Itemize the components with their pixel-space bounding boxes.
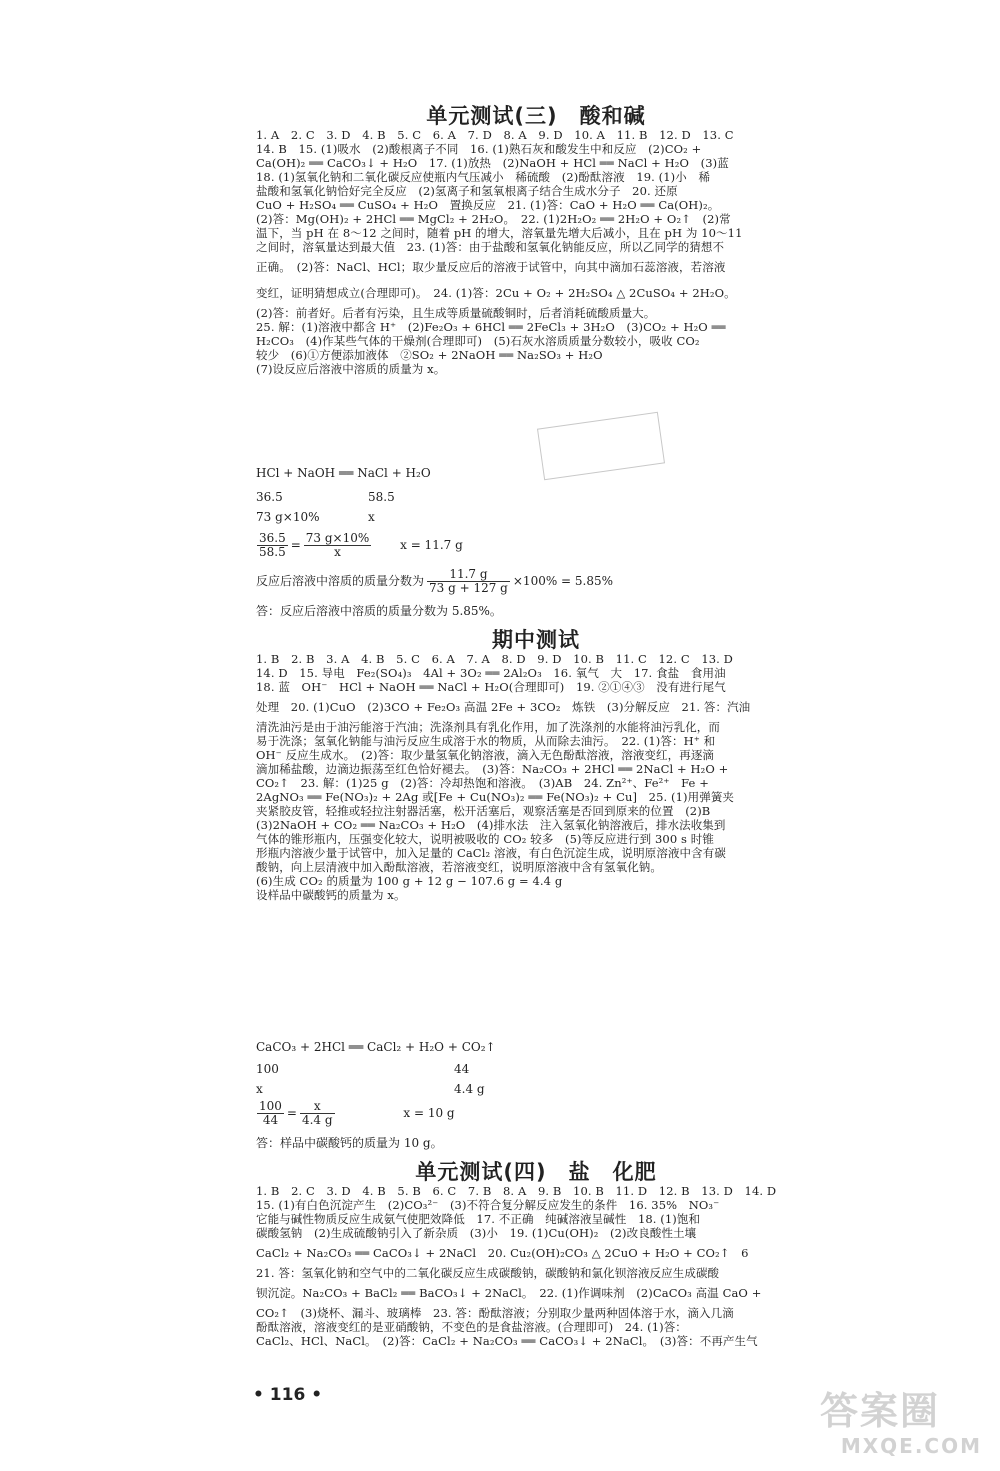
answer-line: (3)2NaOH + CO₂ ══ Na₂CO₃ + H₂O (4)排水法 注入氢氧化钠溶液后，排水法收集到 [256, 818, 726, 832]
calc-answer: 答：样品中碳酸钙的质量为 10 g。 [256, 1136, 443, 1150]
ratio-equation: $\frac{100}{44}$ = $\frac{x}{4.4 g}$ x = 10 g [259, 1099, 455, 1127]
section-midterm-body [256, 652, 816, 902]
answer-line: (2)答：Mg(OH)₂ + 2HCl ══ MgCl₂ + 2H₂O。 22. (1)2H₂O₂ ══ 2H₂O + O₂↑ (2)常 [256, 212, 731, 226]
ratio-fraction-b [300, 1100, 335, 1127]
answer-line: 1. A 2. C 3. D 4. B 5. C 6. A 7. D 8. A 9. D 10. A 11. B 12. D 13. C [256, 128, 734, 142]
answer-line: Ca(OH)₂ ══ CaCO₃↓ + H₂O 17. (1)放热 (2)NaOH + HCl ══ NaCl + H₂O (3)蓝 [256, 156, 729, 170]
section-unit-test-3-body [256, 128, 816, 376]
site-watermark-logo [820, 1388, 990, 1466]
fraction-denominator: x [334, 545, 341, 559]
mass-right: 44 [454, 1062, 470, 1076]
section-unit-test-4 [256, 1156, 816, 1186]
faint-stamp-mark [537, 412, 665, 480]
answer-line: 设样品中碳酸钙的质量为 x。 [256, 888, 406, 902]
calc-answer: 答：反应后溶液中溶质的质量分数为 5.85%。 [256, 604, 502, 618]
answer-line: CO₂↑ (3)烧杯、漏斗、玻璃棒 23. 答：酚酞溶液；分别取少量两种固体溶于水，滴入几滴 [256, 1306, 734, 1320]
fraction-numerator: 11.7 g [427, 568, 510, 582]
answer-line: 正确。 (2)答：NaCl、HCl；取少量反应后的溶液于试管中，向其中滴加石蕊溶液，若溶液 [256, 260, 726, 274]
answer-line: 之间时，溶氧量达到最大值 23. (1)答：由于盐酸和氢氧化钠能反应，所以乙同学的猜想不 [256, 240, 725, 254]
fraction-prefix: 反应后溶液中溶质的质量分数为 [256, 574, 425, 588]
answer-line: 温下，当 pH 在 8～12 之间时，随着 pH 的增大，溶氧量先增大后减小，且在 pH 为 10～11 [256, 226, 743, 240]
answer-line: (6)生成 CO₂ 的质量为 100 g + 12 g − 107.6 g = 4.4 g [256, 874, 563, 888]
answer-line: 21. 答：氢氧化钠和空气中的二氧化碳反应生成碳酸钠，碳酸钠和氯化钡溶液反应生成碳酸 [256, 1266, 720, 1280]
ratio-result: x = 10 g [403, 1106, 455, 1120]
ratio-result: x = 11.7 g [400, 538, 463, 552]
answer-line: OH⁻ 反应生成水。 (2)答：取少量氢氧化钠溶液，滴入无色酚酞溶液，溶液变红，再逐滴 [256, 748, 715, 762]
answer-line: 1. B 2. C 3. D 4. B 5. B 6. C 7. B 8. A 9. B 10. B 11. D 12. B 13. D 14. D [256, 1184, 777, 1198]
section-title: 单元测试(三) 酸和碱 [426, 104, 646, 128]
answer-line: 碳酸氢钠 (2)生成硫酸钠引入了新杂质 (3)小 19. (1)Cu(OH)₂ (2)改良酸性土壤 [256, 1226, 697, 1240]
answer-line: (2)答：前者好。后者有污染，且生成等质量硫酸铜时，后者消耗硫酸质量大。 [256, 306, 656, 320]
answer-line: 形瓶内溶液少量于试管中，加入足量的 CaCl₂ 溶液，有白色沉淀生成，说明原溶液中含有碳 [256, 846, 726, 860]
ratio-fraction-a [257, 532, 288, 559]
fraction-denominator: 58.5 [259, 545, 286, 559]
given-left: 73 g×10% [256, 510, 320, 524]
answer-line: 盐酸和氢氧化钠恰好完全反应 (2)氢离子和氢氧根离子结合生成水分子 20. 还原 [256, 184, 678, 198]
section-unit-test-3 [256, 100, 816, 130]
watermark-text: 答案圈 [820, 1389, 941, 1433]
answer-line: 25. 解：(1)溶液中都含 H⁺ (2)Fe₂O₃ + 6HCl ══ 2FeCl₃ + 3H₂O (3)CO₂ + H₂O ══ [256, 320, 726, 334]
fraction-numerator: 73 g×10% [305, 531, 370, 545]
section-title: 期中测试 [492, 628, 580, 652]
given-left: x [256, 1082, 263, 1096]
fraction-denominator: 73 g + 127 g [429, 581, 508, 595]
answer-line: 钡沉淀。Na₂CO₃ + BaCl₂ ══ BaCO₃↓ + 2NaCl。 22. (1)作调味剂 (2)CaCO₃ 高温 CaO + [256, 1286, 762, 1300]
ratio-equation: $\frac{36.5}{58.5}$ = $\frac{73 g\times 10\%}{x}$ x = 11.7 g [259, 531, 463, 559]
ratio-fraction-b [304, 532, 372, 559]
fraction-numerator: x [300, 1100, 335, 1114]
answer-line: 清洗油污是由于油污能溶于汽油；洗涤剂具有乳化作用，加了洗涤剂的水能将油污乳化，而 [256, 720, 720, 734]
section-unit-test-4-body [256, 1184, 816, 1348]
answer-line: 它能与碱性物质反应生成氨气使肥效降低 17. 不正确 纯碱溶液呈碱性 18. (1)饱和 [256, 1212, 701, 1226]
watermark-url: MXQE.COM [840, 1434, 982, 1458]
mass-left: 36.5 [256, 490, 283, 504]
mass-fraction-line [256, 568, 613, 595]
answer-line: (7)设反应后溶液中溶质的质量为 x。 [256, 362, 446, 376]
section-midterm [256, 624, 816, 654]
answer-line: 酸钠，向上层清液中加入酚酞溶液，若溶液变红，说明原溶液中含有氢氧化钠。 [256, 860, 662, 874]
fraction-denominator: 4.4 g [301, 1113, 333, 1127]
given-right: 4.4 g [454, 1082, 485, 1096]
fraction-numerator: 100 [259, 1099, 282, 1113]
mass-left: 100 [256, 1062, 279, 1076]
fraction-suffix: ×100% = 5.85% [512, 574, 614, 588]
answer-line: 处理 20. (1)CuO (2)3CO + Fe₂O₃ 高温 2Fe + 3CO₂ 炼铁 (3)分解反应 21. 答：汽油 [256, 700, 751, 714]
fraction-denominator: 44 [262, 1113, 279, 1127]
answer-line: 夹紧胶皮管，轻推或轻拉注射器活塞，松开活塞后，观察活塞是否回到原来的位置 (2)B [256, 804, 711, 818]
answer-line: 酚酞溶液，溶液变红的是亚硝酸钠，不变色的是食盐溶液。(合理即可) 24. (1)答： [256, 1320, 687, 1334]
equation: CaCO₃ + 2HCl ══ CaCl₂ + H₂O + CO₂↑ [256, 1040, 496, 1054]
answer-line: CaCl₂、HCl、NaCl。 (2)答：CaCl₂ + Na₂CO₃ ══ CaCO₃↓ + 2NaCl。 (3)答：不再产生气 [256, 1334, 758, 1348]
section-title: 单元测试(四) 盐 化肥 [415, 1160, 657, 1184]
answer-line: 2AgNO₃ ══ Fe(NO₃)₂ + 2Ag 或[Fe + Cu(NO₃)₂ ══ Fe(NO₃)₂ + Cu] 25. (1)用弹簧夹 [256, 790, 735, 804]
mass-right: 58.5 [368, 490, 395, 504]
answer-line: 18. (1)氢氧化钠和二氧化碳反应使瓶内气压减小 稀硫酸 (2)酚酞溶液 19. (1)小 稀 [256, 170, 711, 184]
answer-line: 18. 蓝 OH⁻ HCl + NaOH ══ NaCl + H₂O(合理即可) 19. ②①④③ 没有进行尾气 [256, 680, 726, 694]
answer-line: 14. B 15. (1)吸水 (2)酸根离子不同 16. (1)熟石灰和酸发生中和反应 (2)CO₂ + [256, 142, 702, 156]
page-number: • 116 • [253, 1385, 323, 1405]
answer-line: CuO + H₂SO₄ ══ CuSO₄ + H₂O 置换反应 21. (1)答：CaO + H₂O ══ Ca(OH)₂。 [256, 198, 720, 212]
answer-line: 1. B 2. B 3. A 4. B 5. C 6. A 7. A 8. D 9. D 10. B 11. C 12. C 13. D [256, 652, 734, 666]
answer-line: H₂CO₃ (4)作某些气体的干燥剂(合理即可) (5)石灰水溶质质量分数较小，吸收 CO₂ [256, 334, 700, 348]
equation: HCl + NaOH ══ NaCl + H₂O [256, 466, 431, 480]
answer-line: CO₂↑ 23. 解：(1)25 g (2)答：冷却热饱和溶液。 (3)AB 24. Zn²⁺、Fe²⁺ Fe + [256, 776, 709, 790]
answer-line: 易于洗涤；氢氧化钠能与油污反应生成溶于水的物质，从而除去油污。 22. (1)答：H⁺ 和 [256, 734, 716, 748]
answer-line: 14. D 15. 导电 Fe₂(SO₄)₃ 4Al + 3O₂ ══ 2Al₂O₃ 16. 氧气 大 17. 食盐 食用油 [256, 666, 726, 680]
fraction-numerator: 36.5 [259, 531, 286, 545]
ratio-fraction-a [257, 1100, 284, 1127]
mass-fraction [427, 568, 510, 595]
answer-line: CaCl₂ + Na₂CO₃ ══ CaCO₃↓ + 2NaCl 20. Cu₂(OH)₂CO₃ △ 2CuO + H₂O + CO₂↑ 6 [256, 1246, 749, 1260]
answer-line: 较少 (6)①方便添加液体 ②SO₂ + 2NaOH ══ Na₂SO₃ + H₂O [256, 348, 603, 362]
answer-line: 滴加稀盐酸，边滴边振荡至红色恰好褪去。 (3)答：Na₂CO₃ + 2HCl ══ 2NaCl + H₂O + [256, 762, 729, 776]
answer-line: 15. (1)有白色沉淀产生 (2)CO₃²⁻ (3)不符合复分解反应发生的条件 16. 35% NO₃⁻ [256, 1198, 720, 1212]
given-right: x [368, 510, 375, 524]
answer-line: 变红，证明猜想成立(合理即可)。 24. (1)答：2Cu + O₂ + 2H₂SO₄ △ 2CuSO₄ + 2H₂O。 [256, 286, 736, 300]
answer-line: 气体的锥形瓶内，压强变化较大，说明被吸收的 CO₂ 较多 (5)等反应进行到 300 s 时锥 [256, 832, 714, 846]
